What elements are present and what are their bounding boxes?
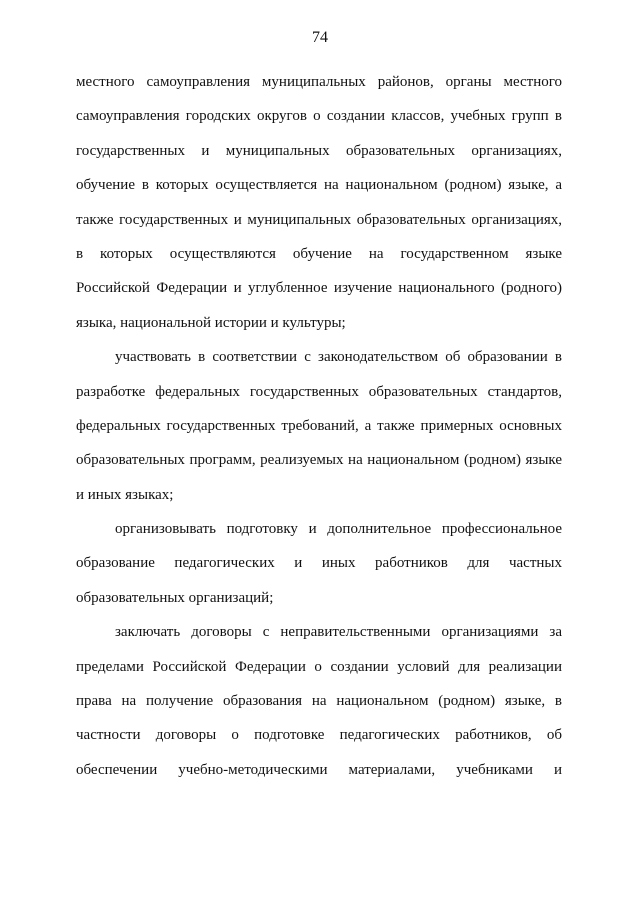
text-line: Российской Федерации и углубленное изучение национального (родного) [76,280,562,297]
text-line: в которых осуществляются обучение на государственном языке [76,245,562,262]
text-line: также государственных и муниципальных образовательных организациях, [76,211,562,228]
paragraph-first-line: заключать договоры с неправительственными организациями за [115,624,562,641]
text-line: права на получение образования на национальном (родном) языке, в [76,693,562,710]
page-number: 74 [312,29,328,46]
document-body [76,65,562,787]
text-line: обучение в которых осуществляется на национальном (родном) языке, а [76,177,562,194]
text-line: федеральных государственных требований, а также примерных основных [76,417,562,434]
text-line: образование педагогических и иных работников для частных [76,555,562,572]
text-line: языка, национальной истории и культуры; [76,314,346,331]
text-line: и иных языках; [76,486,174,503]
text-line: образовательных программ, реализуемых на национальном (родном) языке [76,452,562,469]
text-line: самоуправления городских округов о создании классов, учебных групп в [76,108,562,125]
text-line: обеспечении учебно-методическими материалами, учебниками и [76,761,562,778]
paragraph-first-line: организовывать подготовку и дополнительное профессиональное [115,521,562,538]
text-line: государственных и муниципальных образовательных организациях, [76,142,562,159]
text-line: частности договоры о подготовке педагогических работников, об [76,727,562,744]
text-line: разработке федеральных государственных образовательных стандартов, [76,383,562,400]
text-line: местного самоуправления муниципальных районов, органы местного [76,74,562,90]
text-line: пределами Российской Федерации о создании условий для реализации [76,658,562,675]
paragraph-first-line: участвовать в соответствии с законодательством об образовании в [115,349,562,366]
text-line: образовательных организаций; [76,589,274,606]
